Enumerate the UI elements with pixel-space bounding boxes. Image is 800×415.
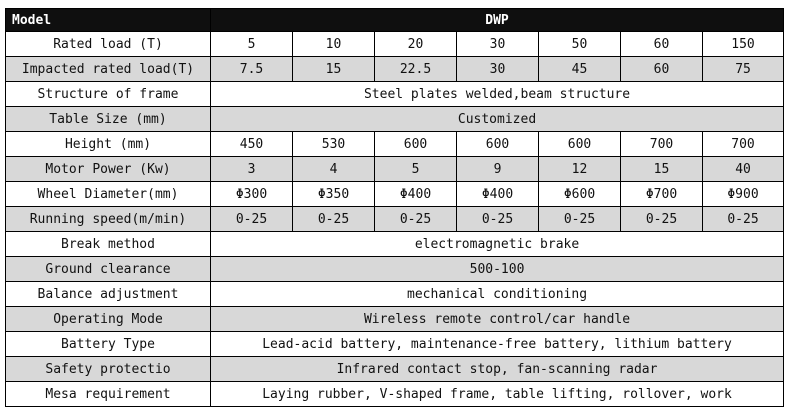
row-label: Ground clearance bbox=[6, 257, 211, 282]
row-label: Operating Mode bbox=[6, 307, 211, 332]
table-row bbox=[6, 32, 784, 57]
row-value-cell: 700 bbox=[621, 132, 703, 157]
row-value-cell: Φ400 bbox=[457, 182, 539, 207]
row-value-cell: 530 bbox=[293, 132, 375, 157]
row-label: Break method bbox=[6, 232, 211, 257]
row-value-cell: 5 bbox=[375, 157, 457, 182]
row-value-cell: 600 bbox=[457, 132, 539, 157]
row-value-cell: 10 bbox=[293, 32, 375, 57]
row-span-value: Wireless remote control/car handle bbox=[211, 307, 784, 332]
row-value-cell: 40 bbox=[703, 157, 784, 182]
row-value-cell: 12 bbox=[539, 157, 621, 182]
row-value-cell: 5 bbox=[211, 32, 293, 57]
table-row bbox=[6, 182, 784, 207]
table-row bbox=[6, 82, 784, 107]
row-value-cell: 30 bbox=[457, 57, 539, 82]
row-value-cell: 0-25 bbox=[211, 207, 293, 232]
row-value-cell: 0-25 bbox=[539, 207, 621, 232]
row-value-cell: 0-25 bbox=[293, 207, 375, 232]
row-span-value: Lead-acid battery, maintenance-free battery, lithium battery bbox=[211, 332, 784, 357]
row-value-cell: 45 bbox=[539, 57, 621, 82]
table-row bbox=[6, 57, 784, 82]
spec-table-container bbox=[5, 8, 783, 407]
table-body bbox=[6, 32, 784, 407]
row-span-value: Infrared contact stop, fan-scanning radar bbox=[211, 357, 784, 382]
table-header-row bbox=[6, 9, 784, 32]
spec-table bbox=[5, 8, 784, 407]
row-value-cell: 30 bbox=[457, 32, 539, 57]
row-label: Wheel Diameter(mm) bbox=[6, 182, 211, 207]
row-value-cell: Φ600 bbox=[539, 182, 621, 207]
row-value-cell: 600 bbox=[539, 132, 621, 157]
row-value-cell: 22.5 bbox=[375, 57, 457, 82]
row-value-cell: Φ400 bbox=[375, 182, 457, 207]
row-label: Height (mm) bbox=[6, 132, 211, 157]
row-value-cell: 75 bbox=[703, 57, 784, 82]
table-row bbox=[6, 357, 784, 382]
row-value-cell: 50 bbox=[539, 32, 621, 57]
table-row bbox=[6, 282, 784, 307]
row-label: Balance adjustment bbox=[6, 282, 211, 307]
row-value-cell: 0-25 bbox=[703, 207, 784, 232]
row-value-cell: Φ900 bbox=[703, 182, 784, 207]
row-label: Battery Type bbox=[6, 332, 211, 357]
row-span-value: mechanical conditioning bbox=[211, 282, 784, 307]
table-row bbox=[6, 232, 784, 257]
row-value-cell: 700 bbox=[703, 132, 784, 157]
row-value-cell: 15 bbox=[621, 157, 703, 182]
row-value-cell: 600 bbox=[375, 132, 457, 157]
row-value-cell: 15 bbox=[293, 57, 375, 82]
row-span-value: 500-100 bbox=[211, 257, 784, 282]
table-row bbox=[6, 307, 784, 332]
row-value-cell: 0-25 bbox=[621, 207, 703, 232]
row-value-cell: 9 bbox=[457, 157, 539, 182]
row-span-value: electromagnetic brake bbox=[211, 232, 784, 257]
row-label: Safety protectio bbox=[6, 357, 211, 382]
table-row bbox=[6, 107, 784, 132]
table-row bbox=[6, 332, 784, 357]
row-span-value: Laying rubber, V-shaped frame, table lifting, rollover, work bbox=[211, 382, 784, 407]
row-span-value: Steel plates welded,beam structure bbox=[211, 82, 784, 107]
row-label: Structure of frame bbox=[6, 82, 211, 107]
row-value-cell: 4 bbox=[293, 157, 375, 182]
row-label: Mesa requirement bbox=[6, 382, 211, 407]
row-value-cell: 60 bbox=[621, 57, 703, 82]
table-row bbox=[6, 207, 784, 232]
row-value-cell: 3 bbox=[211, 157, 293, 182]
row-label: Impacted rated load(T) bbox=[6, 57, 211, 82]
row-value-cell: 7.5 bbox=[211, 57, 293, 82]
row-value-cell: Φ350 bbox=[293, 182, 375, 207]
row-label: Table Size (mm) bbox=[6, 107, 211, 132]
row-value-cell: Φ300 bbox=[211, 182, 293, 207]
table-row bbox=[6, 132, 784, 157]
row-value-cell: Φ700 bbox=[621, 182, 703, 207]
row-value-cell: 20 bbox=[375, 32, 457, 57]
model-value: DWP bbox=[211, 9, 784, 32]
row-label: Rated load (T) bbox=[6, 32, 211, 57]
row-value-cell: 0-25 bbox=[375, 207, 457, 232]
row-label: Running speed(m/min) bbox=[6, 207, 211, 232]
row-value-cell: 150 bbox=[703, 32, 784, 57]
row-value-cell: 0-25 bbox=[457, 207, 539, 232]
table-row bbox=[6, 257, 784, 282]
row-label: Motor Power (Kw) bbox=[6, 157, 211, 182]
table-row bbox=[6, 382, 784, 407]
row-value-cell: 450 bbox=[211, 132, 293, 157]
row-span-value: Customized bbox=[211, 107, 784, 132]
table-row bbox=[6, 157, 784, 182]
model-label: Model bbox=[6, 9, 211, 32]
row-value-cell: 60 bbox=[621, 32, 703, 57]
